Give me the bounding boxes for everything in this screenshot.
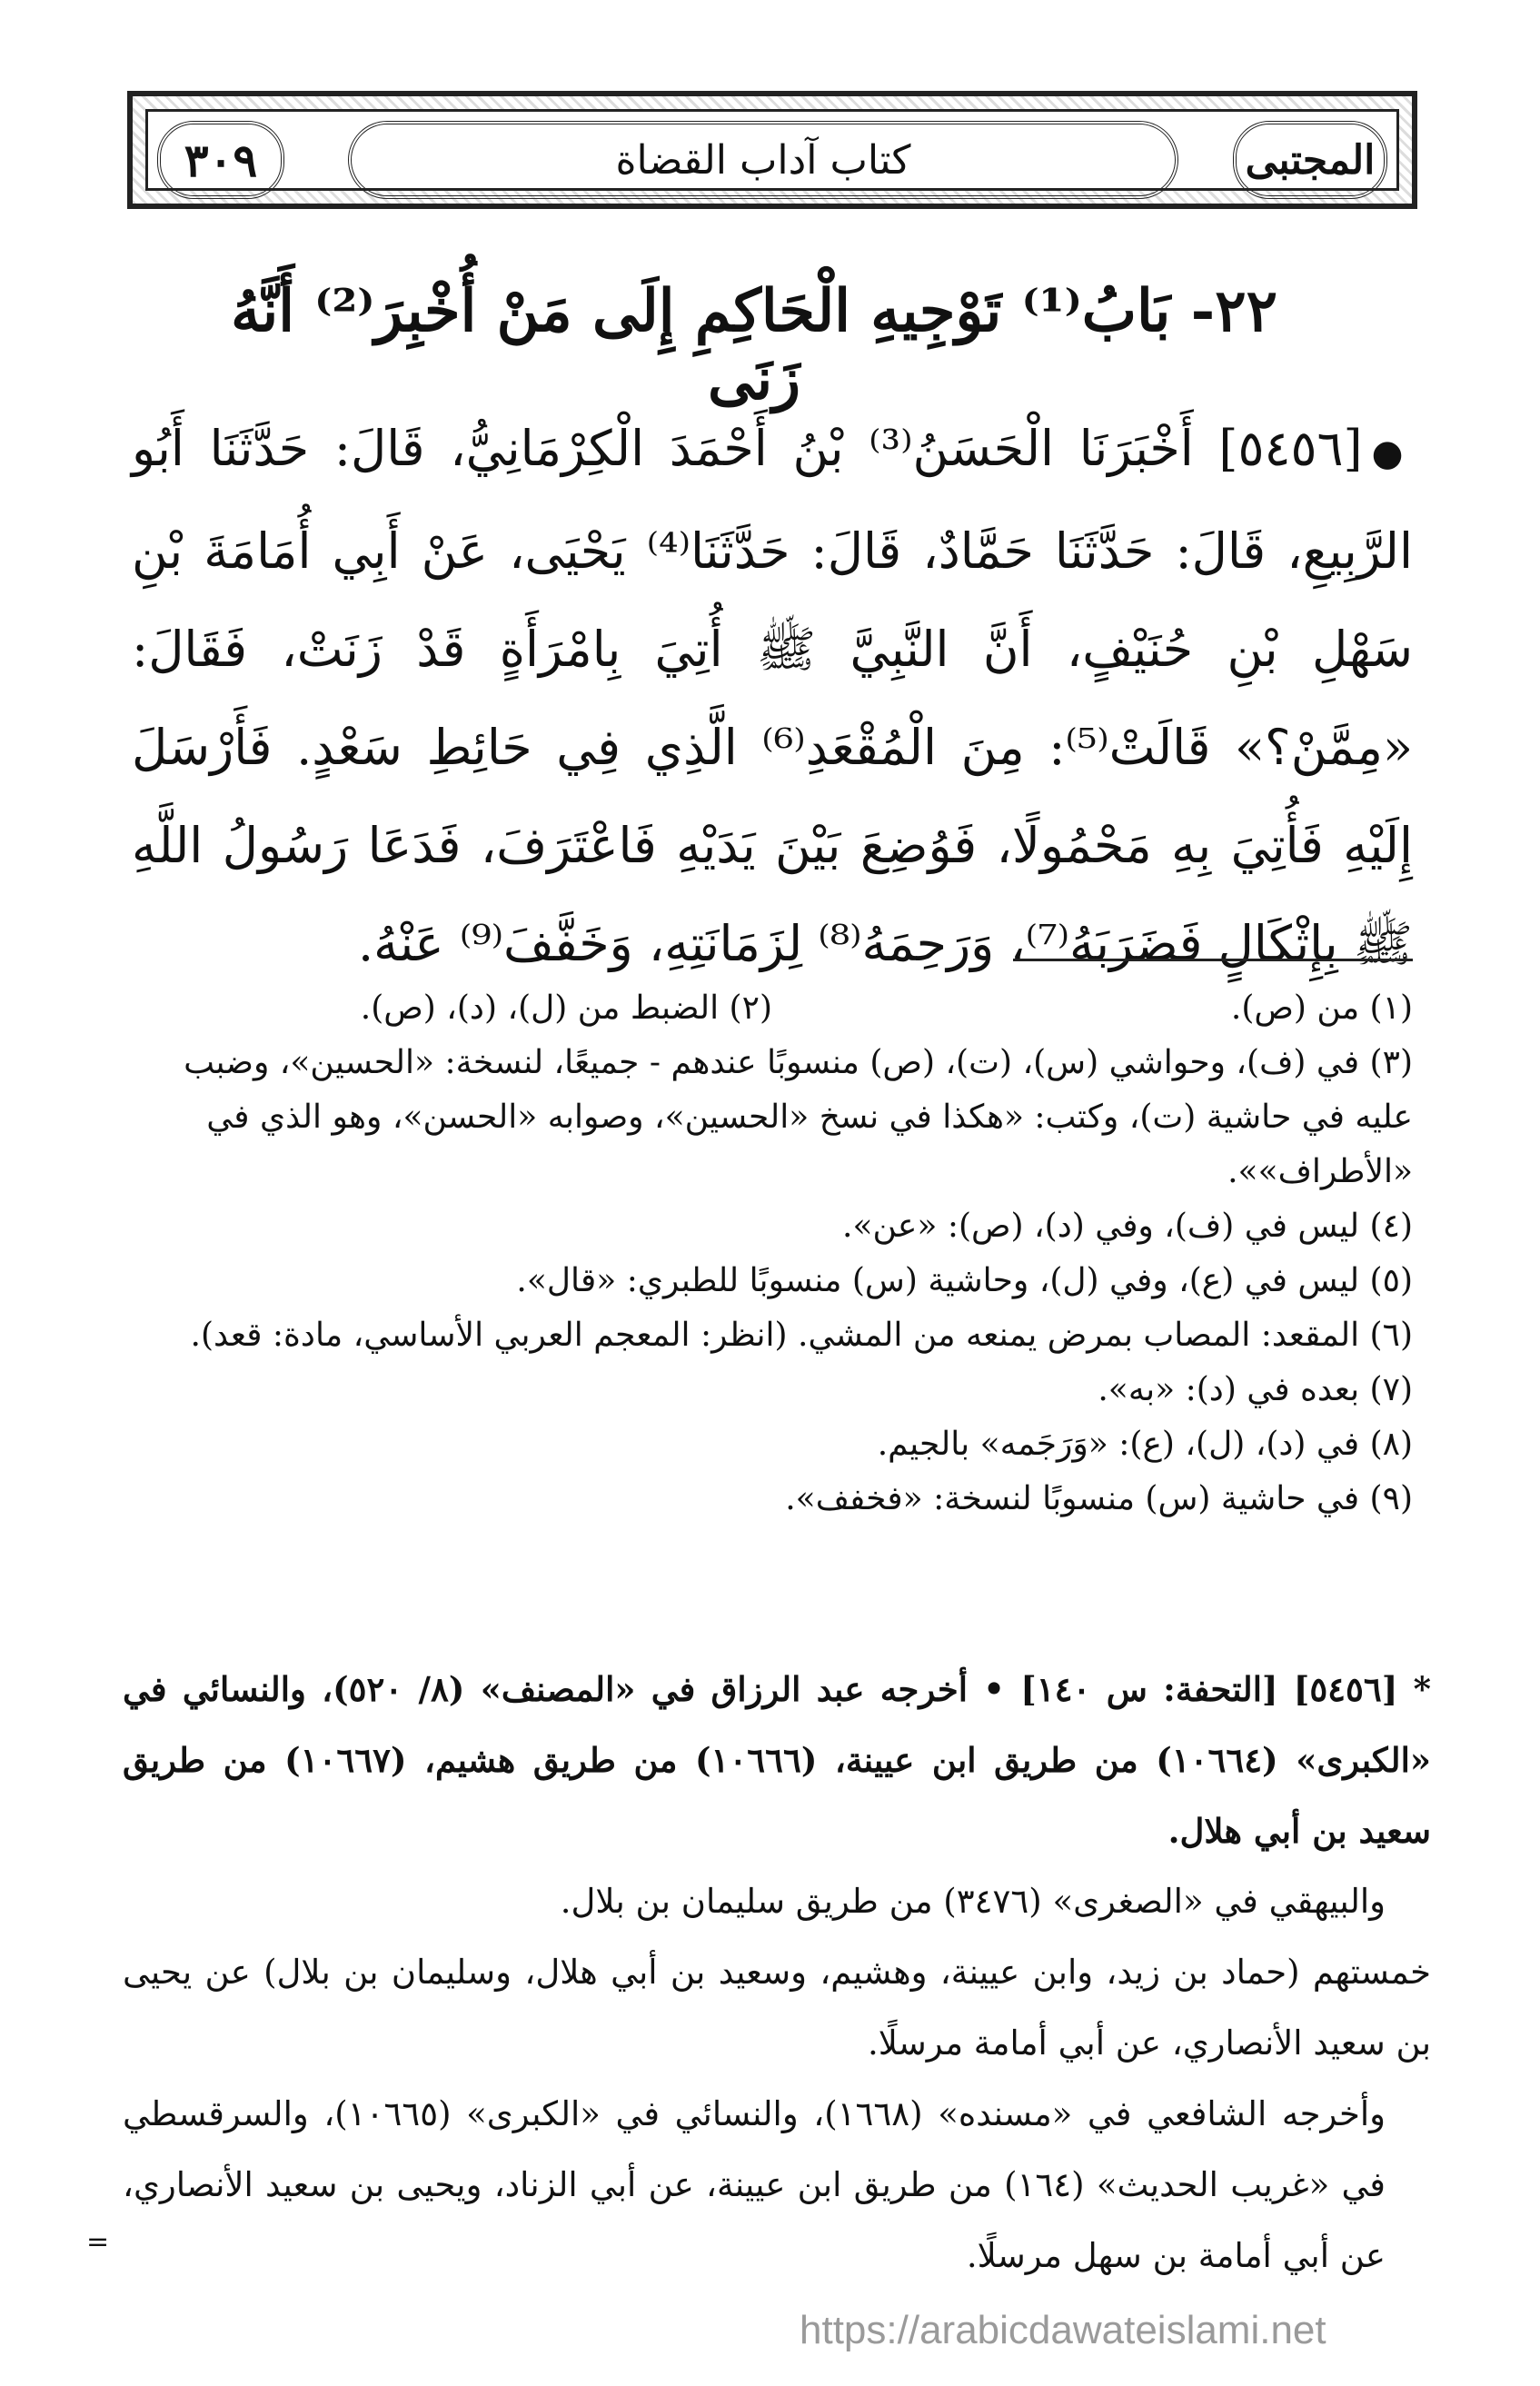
footnote-8: (٨) في (د)، (ل)، (ع): «وَرَجَمه» بالجيم. (877, 1426, 1413, 1463)
footnote-6: (٦) المقعد: المصاب بمرض يمنعه من المشي. (انظر: المعجم العربي الأساسي، مادة: قعد). (190, 1317, 1413, 1354)
page-number: ٣٠٩ (157, 121, 284, 199)
footnote-7: (٧) بعده في (د): «به». (1098, 1371, 1413, 1408)
footnote-2: (٢) الضبط من (ل)، (د)، (ص). (360, 989, 772, 1027)
watermark-url: https://arabicdawateislami.net (800, 2308, 1326, 2352)
continuation-marker: = (86, 2226, 110, 2258)
commentary-paragraph-1: * [٥٤٥٦] [التحفة: س ١٤٠] • أخرجه عبد الرزاق في «المصنف» (٨/ ٥٢٠)، والنسائي في «الكبرى» (١٠٦٦٤) من طريق ابن عيينة، (١٠٦٦٦) من طريق هشيم، (١٠٦٦٧) من طريق سعيد بن أبي هلال. (123, 1669, 1431, 1851)
bullet-icon: ● (1371, 432, 1413, 474)
footnote-5: (٥) ليس في (ع)، وفي (ل)، وحاشية (س) منسوبًا للطبري: «قال». (516, 1262, 1413, 1299)
hadith-text (132, 400, 1413, 993)
footnote-4: (٤) ليس في (ف)، وفي (د)، (ص): «عن». (842, 1208, 1413, 1245)
footnote-row (132, 981, 1413, 1036)
footnote-separator (1013, 959, 1413, 961)
chapter-title: ٢٢- بَابُ⁽¹⁾ تَوْجِيهِ الْحَاكِمِ إِلَى مَنْ أُخْبِرَ⁽²⁾ أَنَّهُ زَنَى (231, 277, 1277, 413)
footnote-1: (١) من (ص). (1230, 989, 1413, 1027)
commentary-paragraph-4: وأخرجه الشافعي في «مسنده» (١٦٦٨)، والنسائي في «الكبرى» (١٠٦٦٥)، والسرقسطي في «غريب الحديث» (١٦٤) من طريق ابن عيينة، عن أبي الزناد، ويحيى بن سعيد الأنصاري، عن أبي أمامة بن سهل مرسلًا. (123, 2094, 1386, 2275)
page-header (127, 91, 1417, 209)
collection-logo: المجتبى (1233, 121, 1387, 199)
hadith-body: [٥٤٥٦] أَخْبَرَنَا الْحَسَنُ⁽³⁾ بْنُ أَحْمَدَ الْكِرْمَانِيُّ، قَالَ: حَدَّثَنَا أَبُو الرَّبِيعِ، قَالَ: حَدَّثَنَا حَمَّادٌ، قَالَ: حَدَّثَنَا⁽⁴⁾ يَحْيَى، عَنْ أَبِي أُمَامَةَ بْنِ سَهْلِ بْنِ حُنَيْفٍ، أَنَّ النَّبِيَّ ﷺ أُتِيَ بِامْرَأَةٍ قَدْ زَنَتْ، فَقَالَ: «مِمَّنْ؟» قَالَتْ⁽⁵⁾: مِنَ الْمُقْعَدِ⁽⁶⁾ الَّذِي فِي حَائِطِ سَعْدٍ. فَأَرْسَلَ إِلَيْهِ فَأُتِيَ بِهِ مَحْمُولًا، فَوُضِعَ بَيْنَ يَدَيْهِ فَاعْتَرَفَ، فَدَعَا رَسُولُ اللَّهِ ﷺ بِإِثْكَالٍ فَضَرَبَهُ⁽⁷⁾، وَرَحِمَهُ⁽⁸⁾ لِزَمَانَتِهِ، وَخَفَّفَ⁽⁹⁾ عَنْهُ. (132, 420, 1414, 972)
commentary-paragraph-3: خمستهم (حماد بن زيد، وابن عيينة، وهشيم، وسعيد بن أبي هلال، وسليمان بن بلال) عن يحيى بن سعيد الأنصاري، عن أبي أمامة مرسلًا. (123, 1953, 1431, 2063)
header-inner-frame (145, 109, 1399, 191)
takhrij-commentary (123, 1654, 1431, 2292)
footnote-3: (٣) في (ف)، وحواشي (س)، (ت)، (ص) منسوبًا عندهم - جميعًا، لنسخة: «الحسين»، وضبب عليه في حاشية (ت)، وكتب: «هكذا في نسخ «الحسين»، وصوابه «الحسن»، وهو الذي في «الأطراف»». (184, 1044, 1413, 1190)
running-title: كتاب آداب القضاة (348, 121, 1178, 199)
commentary-paragraph-2: والبيهقي في «الصغرى» (٣٤٧٦) من طريق سليمان بن بلال. (560, 1882, 1386, 1921)
footnotes (132, 981, 1413, 1526)
footnote-9: (٩) في حاشية (س) منسوبًا لنسخة: «فخفف». (785, 1480, 1413, 1517)
